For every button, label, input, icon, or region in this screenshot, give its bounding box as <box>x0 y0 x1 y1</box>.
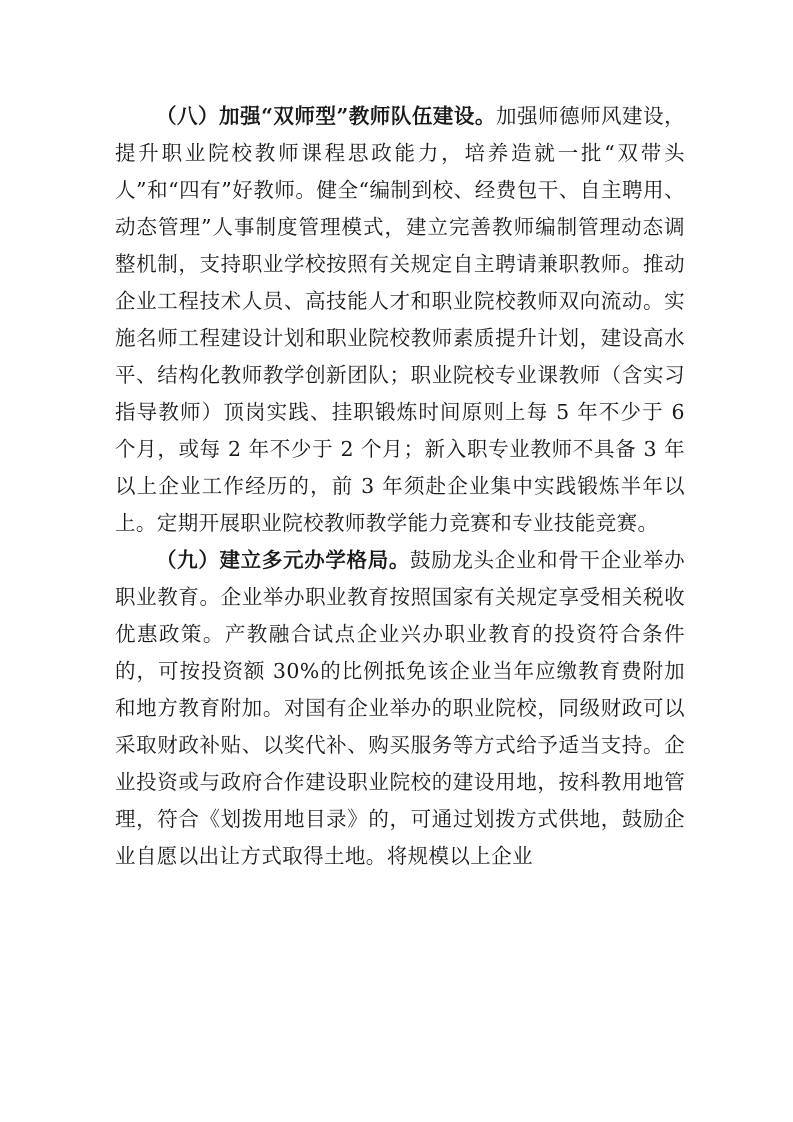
paragraph-9-body: 鼓励龙头企业和骨干企业举办职业教育。企业举办职业教育按照国家有关规定享受相关税收优惠政策。产教融合试点企业兴办职业教育的投资符合条件的，可按投资额 30%的比例抵免该企业当年应缴教育费附加和地方教育附加。对国有企业举办的职业院校，同级财政可以采取财政补贴、以奖代补、购买服务等方式给予适当支持。企业投资或与政府合作建设职业院校的建设用地，按科教用地管理，符合《划拨用地目录》的，可通过划拨方式供地，鼓励企业自愿以出让方式取得土地。将规模以上企业 <box>115 548 685 868</box>
paragraph-9-heading: （九）建立多元办学格局。 <box>156 548 411 572</box>
body-text <box>115 98 685 875</box>
paragraph-9 <box>115 542 685 875</box>
paragraph-8-body: 加强师德师风建设，提升职业院校教师课程思政能力，培养造就一批“双带头人”和“四有”好教师。健全“编制到校、经费包干、自主聘用、动态管理”人事制度管理模式，建立完善教师编制管理动态调整机制，支持职业学校按照有关规定自主聘请兼职教师。推动企业工程技术人员、高技能人才和职业院校教师双向流动。实施名师工程建设计划和职业院校教师素质提升计划，建设高水平、结构化教师教学创新团队；职业院校专业课教师（含实习指导教师）顶岗实践、挂职锻炼时间原则上每 5 年不少于 6 个月，或每 2 年不少于 2 个月；新入职专业教师不具备 3 年以上企业工作经历的，前 3 年须赴企业集中实践锻炼半年以上。定期开展职业院校教师教学能力竞赛和专业技能竞赛。 <box>115 104 685 535</box>
paragraph-8 <box>115 98 685 542</box>
paragraph-8-heading: （八）加强“双师型”教师队伍建设。 <box>156 104 496 128</box>
